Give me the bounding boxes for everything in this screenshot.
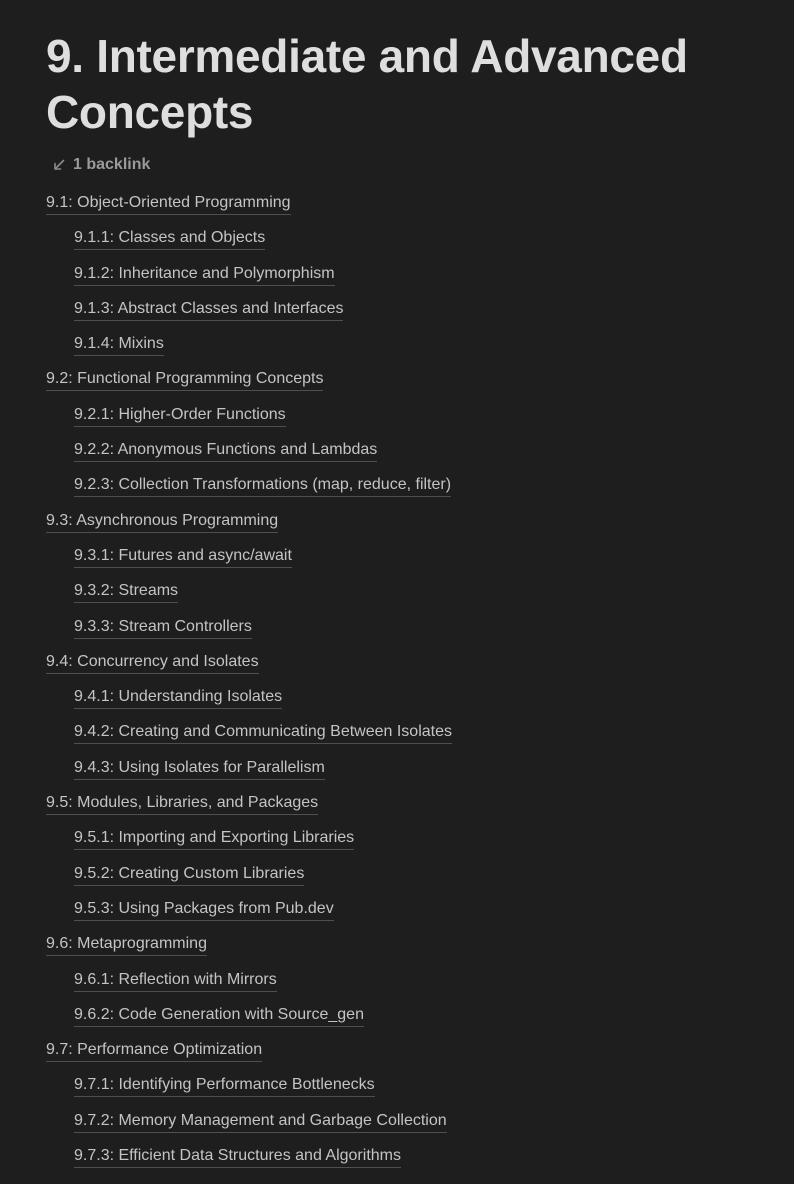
toc-link[interactable]: 9.2: Functional Programming Concepts (46, 370, 323, 391)
toc-subitem (46, 684, 774, 719)
toc-subitem (46, 296, 774, 331)
toc-subitem (46, 1143, 774, 1178)
toc-subitem (46, 614, 774, 649)
toc-subitem (46, 896, 774, 931)
toc-section (46, 508, 774, 543)
toc-section (46, 649, 774, 684)
toc-link[interactable]: 9.1: Object-Oriented Programming (46, 194, 291, 215)
toc-link[interactable]: 9.7.3: Efficient Data Structures and Algorithms (74, 1147, 401, 1168)
toc-section (46, 1037, 774, 1072)
toc-subitem (46, 719, 774, 754)
toc-section (46, 790, 774, 825)
toc-subitem (46, 825, 774, 860)
toc-section (46, 931, 774, 966)
toc-link[interactable]: 9.7.1: Identifying Performance Bottlenecks (74, 1076, 375, 1097)
backlinks-toggle[interactable] (52, 154, 774, 176)
toc-link[interactable]: 9.6: Metaprogramming (46, 935, 207, 956)
toc-subitem (46, 543, 774, 578)
toc-link[interactable]: 9.6.2: Code Generation with Source_gen (74, 1006, 364, 1027)
toc-subitem (46, 1002, 774, 1037)
toc-link[interactable]: 9.3.2: Streams (74, 582, 178, 603)
toc-link[interactable]: 9.5.1: Importing and Exporting Libraries (74, 829, 354, 850)
toc-link[interactable]: 9.7.2: Memory Management and Garbage Collection (74, 1112, 447, 1133)
toc-subitem (46, 472, 774, 507)
backlinks-label: 1 backlink (73, 156, 151, 173)
toc-link[interactable]: 9.5.2: Creating Custom Libraries (74, 865, 304, 886)
toc-link[interactable]: 9.1.1: Classes and Objects (74, 229, 265, 250)
toc-subitem (46, 225, 774, 260)
toc-subitem (46, 1108, 774, 1143)
toc-link[interactable]: 9.2.3: Collection Transformations (map, reduce, filter) (74, 476, 451, 497)
toc-link[interactable]: 9.4: Concurrency and Isolates (46, 653, 259, 674)
toc-subitem (46, 331, 774, 366)
toc-link[interactable]: 9.1.3: Abstract Classes and Interfaces (74, 300, 343, 321)
toc-link[interactable]: 9.3.1: Futures and async/await (74, 547, 292, 568)
toc-subitem (46, 437, 774, 472)
toc-subitem (46, 261, 774, 296)
page-title: 9. Intermediate and Advanced Concepts (46, 30, 688, 138)
toc-link[interactable]: 9.1.4: Mixins (74, 335, 164, 356)
toc-link[interactable]: 9.4.2: Creating and Communicating Between Isolates (74, 723, 452, 744)
toc-link[interactable]: 9.4.3: Using Isolates for Parallelism (74, 759, 325, 780)
toc-link[interactable]: 9.5: Modules, Libraries, and Packages (46, 794, 318, 815)
toc-subitem (46, 755, 774, 790)
toc-subitem (46, 578, 774, 613)
toc-section (46, 366, 774, 401)
toc-subitem (46, 967, 774, 1002)
toc-link[interactable]: 9.1.2: Inheritance and Polymorphism (74, 265, 335, 286)
toc-link[interactable]: 9.3.3: Stream Controllers (74, 618, 252, 639)
toc-section (46, 190, 774, 225)
toc-link[interactable]: 9.7: Performance Optimization (46, 1041, 262, 1062)
toc-subitem (46, 402, 774, 437)
toc-link[interactable]: 9.5.3: Using Packages from Pub.dev (74, 900, 334, 921)
table-of-contents (46, 190, 774, 1178)
arrow-down-left-icon (52, 158, 66, 172)
toc-link[interactable]: 9.3: Asynchronous Programming (46, 512, 278, 533)
toc-subitem (46, 861, 774, 896)
toc-subitem (46, 1072, 774, 1107)
toc-link[interactable]: 9.2.2: Anonymous Functions and Lambdas (74, 441, 377, 462)
toc-link[interactable]: 9.2.1: Higher-Order Functions (74, 406, 286, 427)
toc-link[interactable]: 9.4.1: Understanding Isolates (74, 688, 282, 709)
toc-link[interactable]: 9.6.1: Reflection with Mirrors (74, 971, 277, 992)
